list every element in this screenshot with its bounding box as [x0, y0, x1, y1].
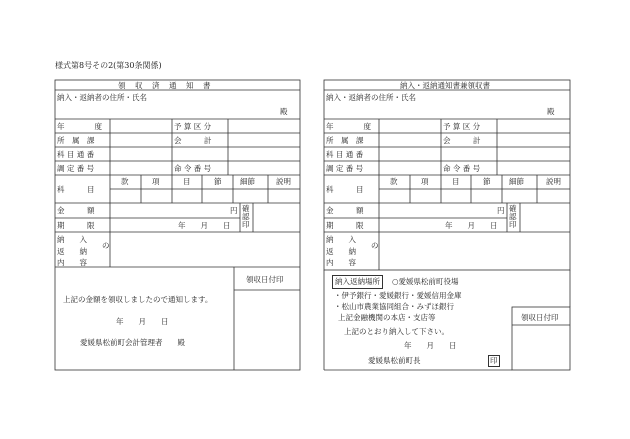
- right-subject-header: 項: [421, 177, 429, 186]
- right-honorific: 殿: [547, 107, 555, 116]
- right-message: 上記のとおり納入して下さい。: [344, 327, 449, 336]
- right-receipt-date-label: 領収日付印: [521, 313, 559, 322]
- left-row-label: 所 属 課: [57, 136, 95, 145]
- left-row-label: 科 目 通 番: [57, 150, 95, 159]
- right-row-label: 科 目 通 番: [326, 150, 364, 159]
- left-message-date: 年 月 日: [116, 317, 169, 326]
- left-subject-header: 項: [152, 177, 160, 186]
- left-row-label: 年 度: [57, 122, 102, 131]
- left-deadline-label: 期 限: [57, 221, 95, 230]
- left-message: 上記の金額を領収しましたので通知します。: [63, 295, 213, 304]
- right-subject-header: 説明: [546, 177, 561, 186]
- left-confirm-seal: 確認印: [242, 204, 250, 229]
- left-right-label: 予 算 区 分: [174, 122, 212, 131]
- left-subject-header: 説明: [276, 177, 291, 186]
- right-detail-label: 内 容: [326, 258, 356, 267]
- right-deadline-label: 期 限: [326, 221, 364, 230]
- left-subject-header: 款: [121, 177, 129, 186]
- right-seal: 印: [490, 356, 498, 365]
- right-message-date: 年 月 日: [404, 341, 457, 350]
- form-number: 様式第8号その2(第30条関係): [55, 61, 162, 70]
- left-detail-label: 内 容: [57, 258, 87, 267]
- left-subject-header: 細節: [240, 177, 255, 186]
- right-subject-label: 科 目: [326, 185, 364, 194]
- left-right-label: 会 計: [174, 136, 212, 145]
- right-subject-header: 款: [390, 177, 398, 186]
- right-right-label: 予 算 区 分: [443, 122, 481, 131]
- left-row-label: 調 定 番 号: [57, 164, 95, 173]
- right-address-label: 納入・返納者の住所・氏名: [326, 93, 416, 102]
- left-deadline-date: 年 月 日: [178, 221, 231, 230]
- right-amount-label: 金 額: [326, 206, 364, 215]
- right-row-label: 所 属 課: [326, 136, 364, 145]
- right-confirm-seal: 確認印: [509, 204, 517, 229]
- left-signer: 愛媛県松前町会計管理者 殿: [80, 338, 185, 347]
- left-amount-label: 金 額: [57, 206, 95, 215]
- right-bank-line: ・伊予銀行・愛媛銀行・愛媛信用金庫: [334, 291, 462, 300]
- right-detail-label: 返 納: [326, 247, 356, 256]
- left-yen: 円: [230, 206, 238, 215]
- left-subject-header: 節: [214, 177, 222, 186]
- right-row-label: 年 度: [326, 122, 371, 131]
- left-detail-label: 納 入: [57, 235, 87, 244]
- left-subject-header: 目: [183, 177, 191, 186]
- right-right-label: 会 計: [443, 136, 481, 145]
- right-subject-header: 細節: [509, 177, 524, 186]
- left-subject-label: 科 目: [57, 185, 95, 194]
- right-bank-line: ・松山市農業協同組合・みずほ銀行: [334, 302, 454, 311]
- right-detail-no: の: [371, 241, 379, 250]
- right-subject-header: 目: [452, 177, 460, 186]
- right-deadline-date: 年 月 日: [445, 221, 498, 230]
- right-detail-label: 納 入: [326, 235, 356, 244]
- right-signer: 愛媛県松前町長: [368, 356, 421, 365]
- left-receipt-date-label: 領収日付印: [246, 275, 284, 284]
- left-honorific: 殿: [280, 107, 288, 116]
- right-place-label: 納入返納場所: [332, 275, 383, 289]
- left-right-label: 命 令 番 号: [174, 164, 212, 173]
- right-right-label: 命 令 番 号: [443, 164, 481, 173]
- right-row-label: 調 定 番 号: [326, 164, 364, 173]
- right-bank-line: 上記金融機関の本店・支店等: [338, 313, 436, 322]
- left-address-label: 納入・返納者の住所・氏名: [57, 93, 147, 102]
- right-subject-header: 節: [483, 177, 491, 186]
- right-title: 納入・返納通知書兼領収書: [400, 81, 490, 90]
- left-detail-no: の: [102, 241, 110, 250]
- right-place-main: ○愛媛県松前町役場: [392, 277, 459, 286]
- left-detail-label: 返 納: [57, 247, 87, 256]
- right-yen: 円: [497, 206, 505, 215]
- left-title: 領 収 済 通 知 書: [118, 81, 212, 90]
